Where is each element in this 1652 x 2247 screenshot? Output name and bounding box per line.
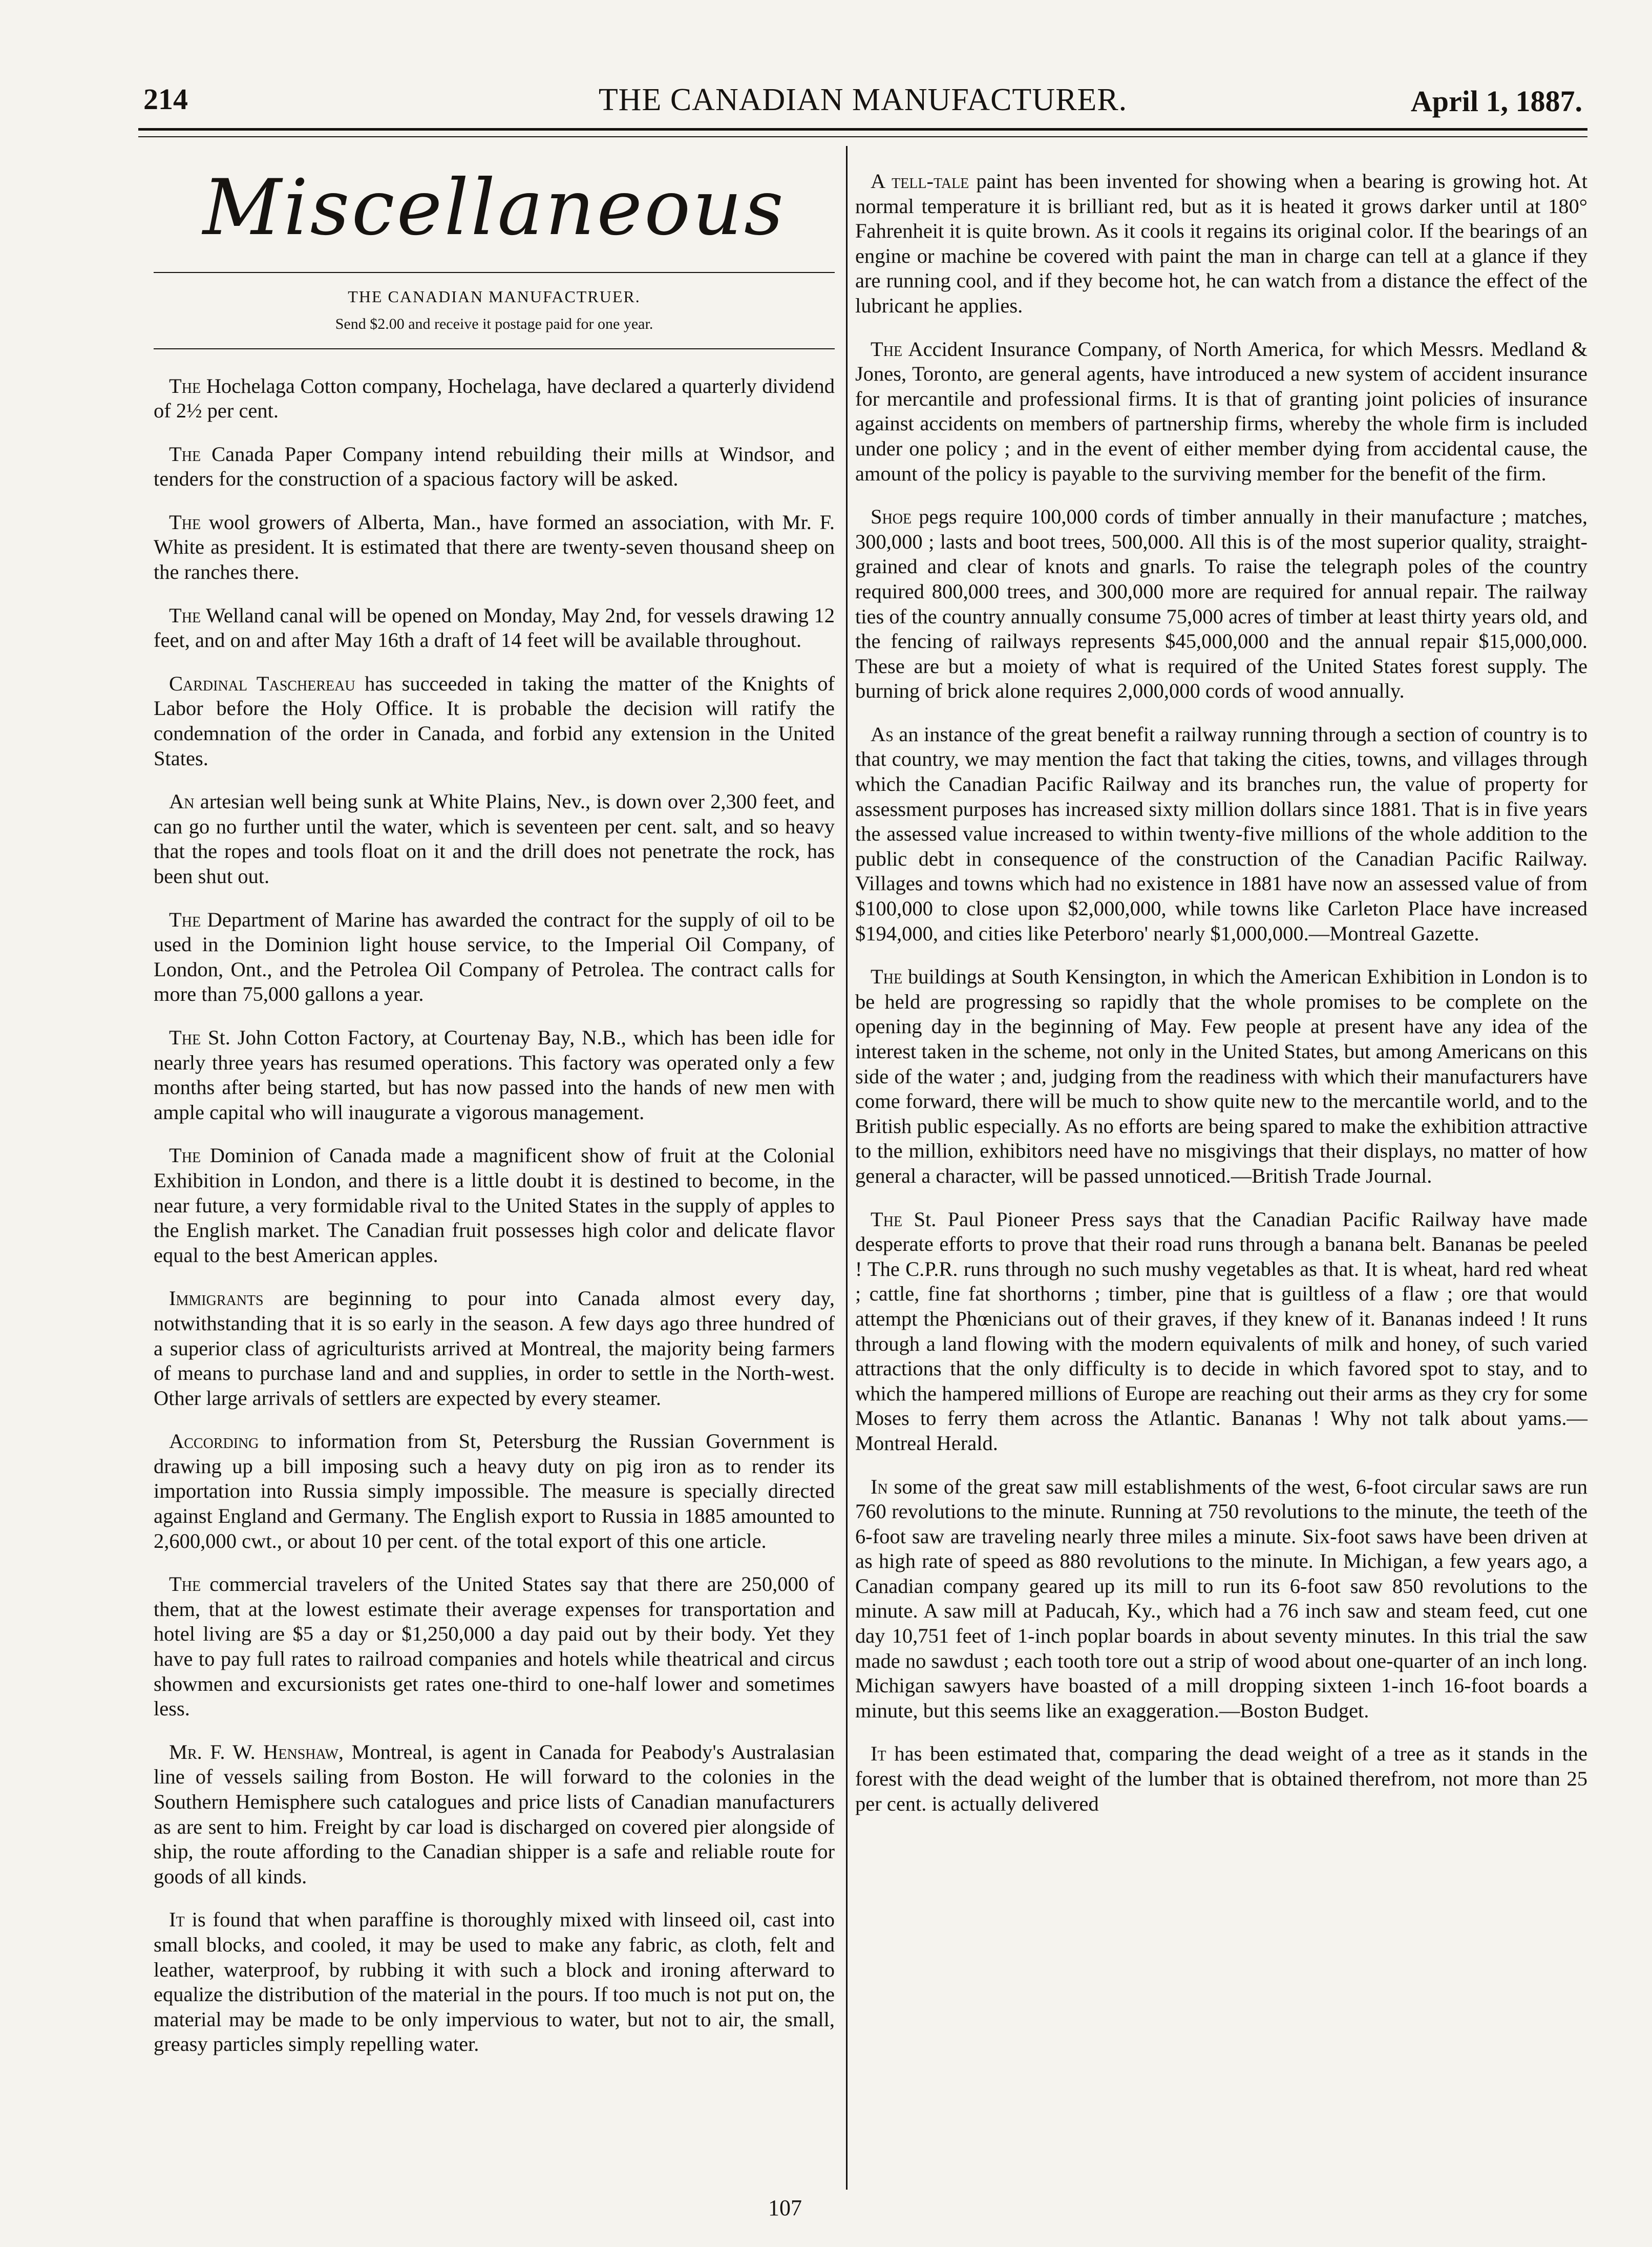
article-paragraph bbox=[855, 1475, 1587, 1724]
header-rule bbox=[138, 128, 1587, 131]
column-divider bbox=[846, 146, 848, 2190]
paragraph-body: Welland canal will be opened on Monday, May 2nd, for vessels drawing 12 feet, and on and after May 16th a draft of 14 feet will be available throughout. bbox=[154, 603, 835, 652]
paragraph-lead: It bbox=[871, 1742, 886, 1766]
paragraph-body: St. John Cotton Factory, at Courtenay Bay, N.B., which has been idle for nearly three years has resumed operations. This factory was operated only a few months after being started, but has now passed into the hands of new men with ample capital who will inaugurate a vigorous management. bbox=[154, 1025, 835, 1124]
article-paragraph bbox=[855, 505, 1587, 704]
paragraph-body: St. Paul Pioneer Press says that the Canadian Pacific Railway have made desperate efforts to prove that their road runs through a banana belt. Bananas be peeled ! The C.P.R. runs through no such mushy vegetables as that. It is wheat, hard red wheat ; cattle, fine fat shorthorns ; timber, pine that is guiltless of a flaw ; ore that would attempt the Phœnicians out of their graves, if they knew of it. Bananas indeed ! It runs through a land flowing with the modern equivalents of milk and honey, of such varied attractions that the only difficulty is to decide in which favored spot to stay, and to which the hampered millions of Europe are reaching out their arms as they cry for some Moses to ferry them across the Atlantic. Bananas ! Why not talk about yams.—Montreal Herald. bbox=[855, 1207, 1587, 1455]
paragraph-body: has been estimated that, comparing the dead weight of a tree as it stands in the forest with the dead weight of the lumber that is obtained therefrom, not more than 25 per cent. is actually delivered bbox=[855, 1742, 1587, 1815]
paragraph-lead: Shoe bbox=[871, 505, 912, 529]
header-rule-thin bbox=[138, 136, 1587, 137]
article-paragraph bbox=[154, 510, 835, 585]
masthead-rule bbox=[154, 348, 835, 349]
article-paragraph bbox=[154, 1907, 835, 2057]
paragraph-lead: The bbox=[169, 374, 201, 397]
article-paragraph bbox=[154, 1572, 835, 1721]
issue-date: April 1, 1887. bbox=[1410, 85, 1582, 118]
paragraph-lead: The bbox=[169, 908, 201, 931]
right-column bbox=[855, 149, 1587, 1835]
footer-folio: 107 bbox=[768, 2195, 802, 2220]
article-paragraph bbox=[154, 1143, 835, 1268]
article-paragraph bbox=[855, 1741, 1587, 1816]
article-paragraph bbox=[154, 671, 835, 771]
paragraph-body: Dominion of Canada made a magnificent show of fruit at the Colonial Exhibition in London, and there is a little doubt it is destined to become, in the near future, a very formidable rival to the United States in the supply of apples to the English market. The Canadian fruit possesses high color and delicate flavor equal to the best American apples. bbox=[154, 1144, 835, 1267]
page-header bbox=[138, 77, 1587, 133]
article-paragraph bbox=[855, 169, 1587, 319]
paragraph-lead: The bbox=[871, 1207, 903, 1231]
article-paragraph bbox=[154, 1025, 835, 1125]
paragraph-body: an instance of the great benefit a railway running through a section of country is to that country, we may mention the fact that taking the cities, towns, and villages through which the Canadian Pacific Railway and its branches run, the value of property for assessment purposes has increased sixty million dollars since 1881. That is in five years the assessed value increased to within twenty-five millions of the whole addition to the public debt in consequence of the construction of the Canadian Pacific Railway. Villages and towns which had no existence in 1881 have now an assessed value of from $100,000 to close upon $2,000,000, while towns like Carleton Place have increased $194,000, and cities like Peterboro' nearly $1,000,000.—Montreal Gazette. bbox=[855, 722, 1587, 945]
paragraph-body: pegs require 100,000 cords of timber annually in their manufacture ; matches, 300,000 ; lasts and boot trees, 500,000. All this is of the most superior quality, straight-grained and clear of knots and gnarls. To raise the telegraph poles of the country required 800,000 trees, and 300,000 more are required for annual repair. The railway ties of the country annually consume 75,000 acres of timber at least thirty years old, and the fencing of railways represents $45,000,000 and the annual repair $15,000,000. These are but a moiety of what is required of the United States forest supply. The burning of brick alone requires 2,000,000 cords of wood annually. bbox=[855, 505, 1587, 703]
paragraph-body: is found that when paraffine is thoroughly mixed with linseed oil, cast into small blocks, and cooled, it may be used to make any fabric, as cloth, felt and leather, waterproof, by rubbing it with such a block and ironing afterward to equalize the distribution of the material in the pours. If too much is not put on, the material may be made to be only impervious to water, but not to air, the small, greasy particles simply repelling water. bbox=[154, 1908, 835, 2056]
paragraph-lead: The bbox=[169, 603, 201, 627]
page-number: 214 bbox=[143, 82, 188, 116]
paragraph-lead: The bbox=[169, 1572, 201, 1596]
paragraph-lead: Immigrants bbox=[169, 1287, 264, 1310]
article-paragraph bbox=[154, 1740, 835, 1889]
paragraph-body: Accident Insurance Company, of North America, for which Messrs. Medland & Jones, Toronto, are general agents, have introduced a new system of accident insurance for mercantile and professional firms. It is that of granting joint policies of insurance against accidents on members of partnership firms, whereby the whole firm is included under one policy ; and in the event of either member dying from accidental cause, the amount of the policy is payable to the surviving member for the benefit of the firm. bbox=[855, 337, 1587, 485]
paragraph-lead: According bbox=[169, 1430, 259, 1453]
right-articles bbox=[855, 169, 1587, 1816]
paragraph-body: has succeeded in taking the matter of the Knights of Labor before the Holy Office. It is probable the decision will ratify the condemnation of the order in Canada, and forbid any extension in the United States. bbox=[154, 671, 835, 770]
heading-rule bbox=[154, 272, 835, 273]
paragraph-lead: The bbox=[169, 1144, 201, 1167]
paragraph-body: are beginning to pour into Canada almost every day, notwithstanding that it is so early in the season. A few days ago three hundred of a superior class of agriculturists arrived at Montreal, the majority being farmers of means to purchase land and and supplies, in order to settle in the North-west. Other large arrivals of settlers are expected by every steamer. bbox=[154, 1287, 835, 1410]
paragraph-body: buildings at South Kensington, in which the American Exhibition in London is to be held are progressing so rapidly that the whole promises to be complete on the opening day in the beginning of May. Few people at present have any idea of the interest taken in the scheme, not only in the United States, but among Americans on this side of the water ; and, judging from the readiness with which their manufacturers have come forward, there will be much to show quite new to the mercantile world, and to the British public especially. As no efforts are being spared to make the exhibition attractive to the million, exhibitors need have no misgivings that their displays, no matter of how general a character, will be passed unnoticed.—British Trade Journal. bbox=[855, 965, 1587, 1187]
article-paragraph bbox=[154, 1429, 835, 1553]
article-paragraph bbox=[855, 1207, 1587, 1456]
article-paragraph bbox=[154, 442, 835, 492]
paragraph-lead: As bbox=[871, 722, 894, 746]
paragraph-body: wool growers of Alberta, Man., have formed an association, with Mr. F. White as president. It is estimated that there are twenty-seven thousand sheep on the ranches there. bbox=[154, 510, 835, 584]
article-paragraph bbox=[154, 603, 835, 653]
article-paragraph bbox=[154, 908, 835, 1007]
paragraph-lead: The bbox=[871, 337, 903, 361]
paragraph-lead: A tell-tale bbox=[871, 170, 969, 193]
paragraph-body: Hochelaga Cotton company, Hochelaga, have declared a quarterly dividend of 2½ per cent. bbox=[154, 374, 835, 423]
subscription-line: Send $2.00 and receive it postage paid for one year. bbox=[335, 315, 653, 332]
paragraph-lead: The bbox=[169, 1025, 201, 1049]
paragraph-lead: The bbox=[169, 442, 201, 466]
masthead-subtitle: THE CANADIAN MANUFACTRUER. bbox=[348, 287, 641, 306]
article-paragraph bbox=[154, 374, 835, 424]
paragraph-lead: The bbox=[169, 510, 201, 534]
paragraph-lead: Cardinal Taschereau bbox=[169, 671, 355, 695]
paragraph-lead: It bbox=[169, 1908, 185, 1931]
paragraph-body: some of the great saw mill establishments of the west, 6-foot circular saws are run 760 revolutions to the minute. Running at 750 revolutions to the minute, the teeth of the 6-foot saw are traveling nearly three miles a minute. Six-foot saws have been driven at as high rate of speed as 880 revolutions to the minute. In Michigan, a few years ago, a Canadian company geared up its mill to run its 6-foot saw 850 revolutions to the minute. A saw mill at Paducah, Ky., which had a 76 inch saw and steam feed, cut one day 10,751 feet of 1-inch poplar boards in about seventy minutes. In this trial the saw made no sawdust ; each tooth tore out a strip of wood about one-quarter of an inch long. Michigan sawyers have boasted of a mill dropping sixteen 1-inch 16-foot boards a minute, but this seems like an exaggeration.—Boston Budget. bbox=[855, 1475, 1587, 1722]
left-column bbox=[154, 149, 835, 2075]
paragraph-lead: In bbox=[871, 1475, 888, 1498]
paragraph-body: artesian well being sunk at White Plains, Nev., is down over 2,300 feet, and can go no further until the water, which is seventeen per cent. salt, and so heavy that the ropes and tools float on it and the drill does not penetrate the rock, has been shut out. bbox=[154, 790, 835, 888]
article-paragraph bbox=[154, 789, 835, 889]
journal-title: THE CANADIAN MANUFACTURER. bbox=[598, 82, 1128, 117]
article-paragraph bbox=[855, 964, 1587, 1188]
paragraph-body: Canada Paper Company intend rebuilding their mills at Windsor, and tenders for the construction of a spacious factory will be asked. bbox=[154, 442, 835, 491]
paragraph-body: Montreal, is agent in Canada for Peabody's Australasian line of vessels sailing from Boston. He will forward to the colonies in the Southern Hemisphere such catalogues and price lists of Canadian manufacturers as are sent to him. Freight by car load is discharged on covered pier alongside of ship, the route affording to the Canadian shipper is a safe and reliable route for goods of all kinds. bbox=[154, 1740, 835, 1888]
paragraph-body: paint has been invented for showing when a bearing is growing hot. At normal temperature it is brilliant red, but as it is heated it grows darker until at 180° Fahrenheit it is quite brown. As it cools it regains its original color. If the bearings of an engine or machine be covered with paint the man in charge can tell at a glance if they are running cool, and if they become hot, he can watch from a distance the effect of the lubricant he applies. bbox=[855, 170, 1587, 317]
paragraph-body: commercial travelers of the United States say that there are 250,000 of them, that at the lowest estimate their average expenses for transportation and hotel living are $5 a day or $1,250,000 a day paid out by their body. Yet they have to pay full rates to railroad companies and hotels while theatrical and circus showmen and excursionists get rates one-third to one-half lower and sometimes less. bbox=[154, 1572, 835, 1720]
article-paragraph bbox=[154, 1286, 835, 1411]
paragraph-lead: Mr. F. W. Henshaw, bbox=[169, 1740, 344, 1763]
left-articles bbox=[154, 374, 835, 2057]
section-heading: Miscellaneous bbox=[203, 163, 786, 253]
paragraph-body: to information from St, Petersburg the Russian Government is drawing up a bill imposing such a heavy duty on pig iron as to render its importation into Russia simply impossible. The measure is specially directed against England and Germany. The English export to Russia in 1885 amounted to 2,600,000 cwt., or about 10 per cent. of the total export of this one article. bbox=[154, 1430, 835, 1552]
article-paragraph bbox=[855, 337, 1587, 487]
article-paragraph bbox=[855, 722, 1587, 946]
paragraph-body: Department of Marine has awarded the contract for the supply of oil to be used in the Dominion light house service, to the Imperial Oil Company, of London, Ont., and the Petrolea Oil Company of Petrolea. The contract calls for more than 75,000 gallons a year. bbox=[154, 908, 835, 1006]
paragraph-lead: The bbox=[871, 965, 903, 989]
paragraph-lead: An bbox=[169, 790, 195, 813]
